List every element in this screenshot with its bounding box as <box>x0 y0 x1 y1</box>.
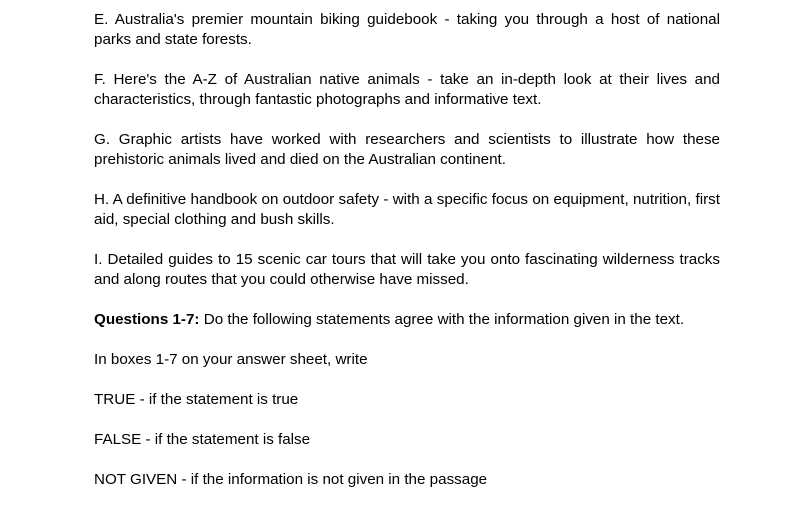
paragraph-g: G. Graphic artists have worked with researchers and scientists to illustrate how these prehistoric animals lived and died on the Australian continent. <box>94 131 720 168</box>
paragraph-i: I. Detailed guides to 15 scenic car tours that will take you onto fascinating wilderness tracks and along routes that you could otherwise have missed. <box>94 251 720 288</box>
paragraph-e: E. Australia's premier mountain biking guidebook - taking you through a host of national parks and state forests. <box>94 11 720 48</box>
option-not-given: NOT GIVEN - if the information is not given in the passage <box>94 471 488 488</box>
document-page <box>94 10 720 510</box>
answer-sheet-instruction: In boxes 1-7 on your answer sheet, write <box>94 351 368 368</box>
option-true: TRUE - if the statement is true <box>94 391 299 408</box>
questions-label: Questions 1-7: <box>94 311 200 328</box>
paragraph-h: H. A definitive handbook on outdoor safety - with a specific focus on equipment, nutrition, first aid, special clothing and bush skills. <box>94 191 720 228</box>
option-false: FALSE - if the statement is false <box>94 431 311 448</box>
questions-instruction: Do the following statements agree with the information given in the text. <box>203 311 685 328</box>
questions-heading <box>94 310 720 330</box>
paragraph-f: F. Here's the A-Z of Australian native animals - take an in-depth look at their lives and characteristics, through fantastic photographs and informative text. <box>94 71 720 108</box>
